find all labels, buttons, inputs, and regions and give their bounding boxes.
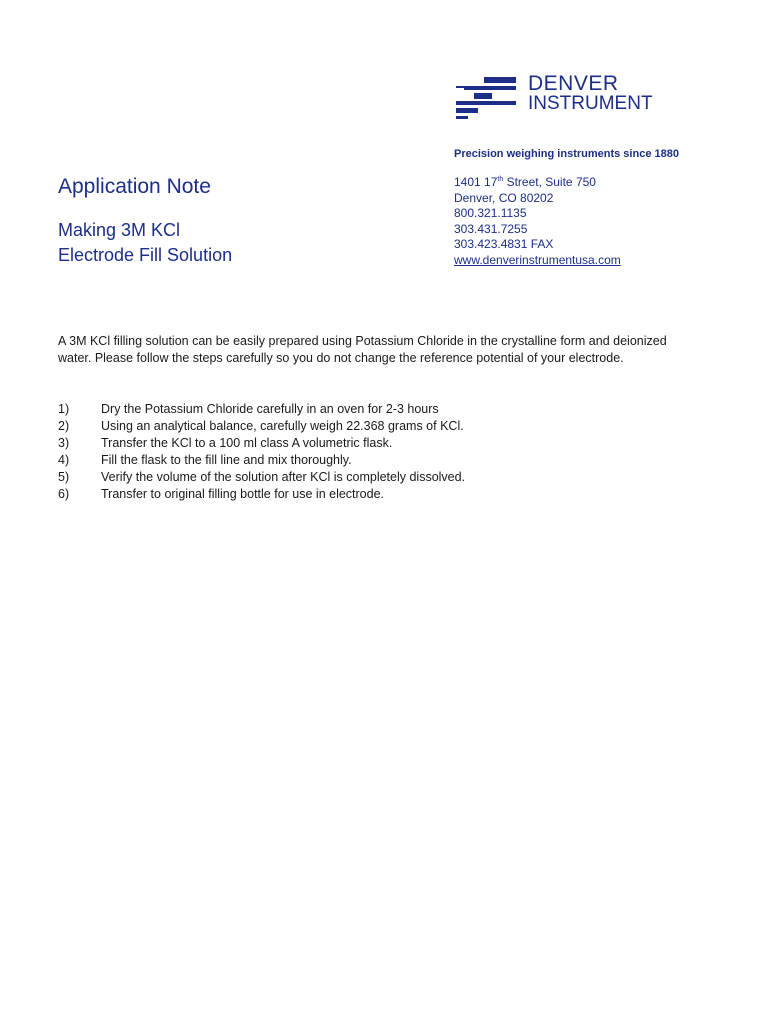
step-text: Transfer to original filling bottle for use in electrode.	[101, 487, 385, 501]
list-item	[58, 486, 698, 503]
page-title: Application Note	[58, 175, 211, 198]
phone-2: 303.431.7255	[454, 221, 528, 236]
step-text: Dry the Potassium Chloride carefully in an oven for 2-3 hours	[101, 402, 439, 416]
steps-list	[58, 401, 698, 503]
address-block	[454, 175, 621, 268]
step-number: 1)	[58, 402, 70, 416]
street-rest: Street, Suite 750	[503, 175, 596, 189]
list-item	[58, 401, 698, 418]
fax-line: 303.423.4831 FAX	[454, 237, 554, 251]
brand-logo	[454, 74, 694, 124]
street-suffix: th	[497, 176, 504, 183]
step-number: 2)	[58, 419, 70, 433]
step-number: 3)	[58, 436, 70, 450]
step-number: 6)	[58, 487, 70, 501]
list-item	[58, 469, 698, 486]
phone-1: 800.321.1135	[454, 206, 527, 220]
website-link[interactable]: www.denverinstrumentusa.com	[454, 252, 621, 267]
step-text: Using an analytical balance, carefully weigh 22.368 grams of KCl.	[101, 419, 464, 433]
step-number: 4)	[58, 453, 70, 467]
step-text: Verify the volume of the solution after KCl is completely dissolved.	[101, 470, 466, 484]
street-line	[454, 175, 621, 191]
step-text: Transfer the KCl to a 100 ml class A volumetric flask.	[101, 436, 393, 450]
step-text: Fill the flask to the fill line and mix thoroughly.	[101, 453, 352, 467]
subtitle-line-2: Electrode Fill Solution	[58, 245, 233, 265]
list-item	[58, 452, 698, 469]
tagline: Precision weighing instruments since 1880	[454, 148, 679, 160]
brand-name-line2: INSTRUMENT	[528, 93, 653, 114]
subtitle-line-1: Making 3M KCl	[58, 220, 181, 240]
denver-instrument-stripes-logo-icon	[454, 74, 520, 122]
city-line: Denver, CO 80202	[454, 190, 554, 205]
brand-name-line1: DENVER	[528, 72, 619, 95]
street-number: 1401 17	[454, 175, 498, 189]
brand-name	[528, 74, 653, 114]
step-number: 5)	[58, 470, 70, 484]
list-item	[58, 418, 698, 435]
page-subtitle	[58, 218, 232, 268]
list-item	[58, 435, 698, 452]
intro-paragraph: A 3M KCl filling solution can be easily prepared using Potassium Chloride in the crystalline form and deionized water. Please follow the steps carefully so you do not change the reference potential of your electrode.	[58, 334, 667, 365]
